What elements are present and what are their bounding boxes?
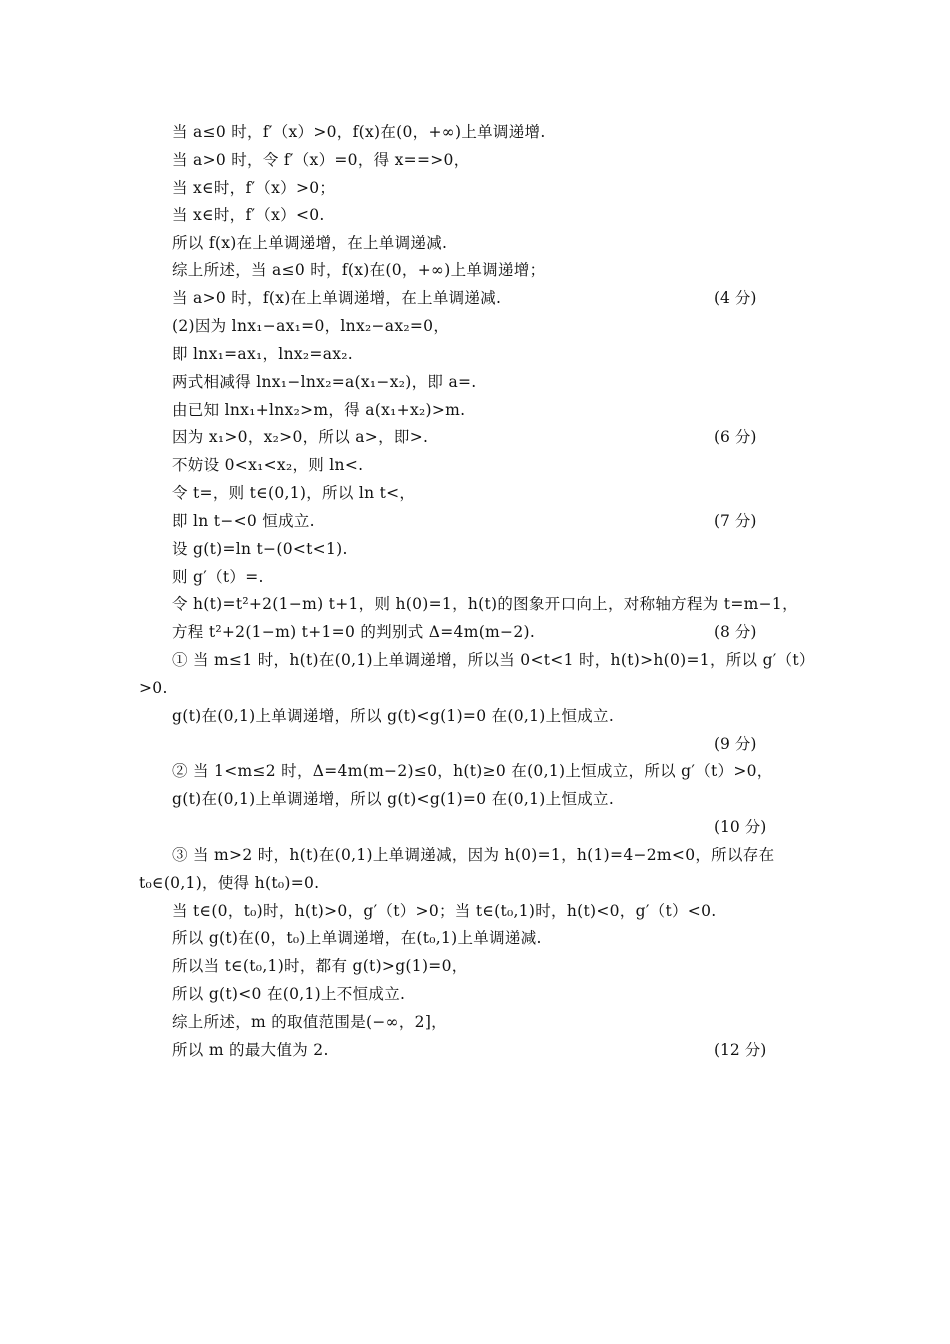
text-line: 方程 t²+2(1−m) t+1=0 的判别式 Δ=4m(m−2). (172, 623, 536, 641)
score-mark: (7 分) (714, 512, 757, 530)
text-line: g(t)在(0,1)上单调递增，所以 g(t)<g(1)=0 在(0,1)上恒成立. (172, 790, 615, 808)
text-line: 当 a≤0 时，f′（x）>0，f(x)在(0，+∞)上单调递增. (172, 123, 546, 141)
score-mark: (4 分) (714, 289, 757, 307)
text-line: 由已知 lnx₁+lnx₂>m，得 a(x₁+x₂)>m. (172, 401, 466, 419)
text-line: 即 ln t−<0 恒成立. (172, 512, 315, 530)
text-line: 所以 m 的最大值为 2. (172, 1041, 329, 1059)
text-line: 两式相减得 lnx₁−lnx₂=a(x₁−x₂)，即 a=. (172, 373, 477, 391)
text-line: t₀∈(0,1)，使得 h(t₀)=0. (139, 874, 320, 892)
text-line: 当 x∈时，f′（x）<0. (172, 206, 325, 224)
text-line: 所以当 t∈(t₀,1)时，都有 g(t)>g(1)=0， (172, 957, 468, 975)
score-mark: (6 分) (714, 428, 757, 446)
text-line: 即 lnx₁=ax₁，lnx₂=ax₂. (172, 345, 354, 363)
text-line: 所以 g(t)<0 在(0,1)上不恒成立. (172, 985, 406, 1003)
text-line: (2)因为 lnx₁−ax₁=0，lnx₂−ax₂=0， (172, 317, 450, 335)
score-mark: (10 分) (714, 818, 767, 836)
text-line: 所以 f(x)在上单调递增，在上单调递减. (172, 234, 448, 252)
score-mark: (9 分) (714, 735, 757, 753)
text-line: ① 当 m≤1 时，h(t)在(0,1)上单调递增，所以当 0<t<1 时，h(t)>h(0)=1，所以 g′（t） (172, 651, 815, 669)
text-line: 综上所述，m 的取值范围是(−∞，2]， (172, 1013, 447, 1031)
text-line: 令 t=，则 t∈(0,1)，所以 ln t<， (172, 484, 416, 502)
text-line: ③ 当 m>2 时，h(t)在(0,1)上单调递减，因为 h(0)=1，h(1)=4−2m<0，所以存在 (172, 846, 775, 864)
text-line: 所以 g(t)在(0，t₀)上单调递增，在(t₀,1)上单调递减. (172, 929, 542, 947)
text-line: 则 g′（t）=. (172, 568, 264, 586)
text-line: 综上所述，当 a≤0 时，f(x)在(0，+∞)上单调递增； (172, 261, 546, 279)
text-line: ② 当 1<m≤2 时，Δ=4m(m−2)≤0，h(t)≥0 在(0,1)上恒成立，所以 g′（t）>0， (172, 762, 773, 780)
text-line: 当 x∈时，f′（x）>0； (172, 179, 336, 197)
text-line: g(t)在(0,1)上单调递增，所以 g(t)<g(1)=0 在(0,1)上恒成立. (172, 707, 615, 725)
score-mark: (8 分) (714, 623, 757, 641)
score-mark: (12 分) (714, 1041, 767, 1059)
text-line: 当 a>0 时，f(x)在上单调递增，在上单调递减. (172, 289, 502, 307)
text-line: 因为 x₁>0，x₂>0，所以 a>，即>. (172, 428, 429, 446)
text-line: 当 a>0 时，令 f′（x）=0，得 x==>0， (172, 151, 470, 169)
text-line: 设 g(t)=ln t−(0<t<1). (172, 540, 348, 558)
text-line: 不妨设 0<x₁<x₂，则 ln<. (172, 456, 364, 474)
text-line: >0. (139, 679, 168, 697)
text-line: 令 h(t)=t²+2(1−m) t+1，则 h(0)=1，h(t)的图象开口向上，对称轴方程为 t=m−1， (172, 595, 798, 613)
text-line: 当 t∈(0，t₀)时，h(t)>0，g′（t）>0；当 t∈(t₀,1)时，h(t)<0，g′（t）<0. (172, 902, 717, 920)
